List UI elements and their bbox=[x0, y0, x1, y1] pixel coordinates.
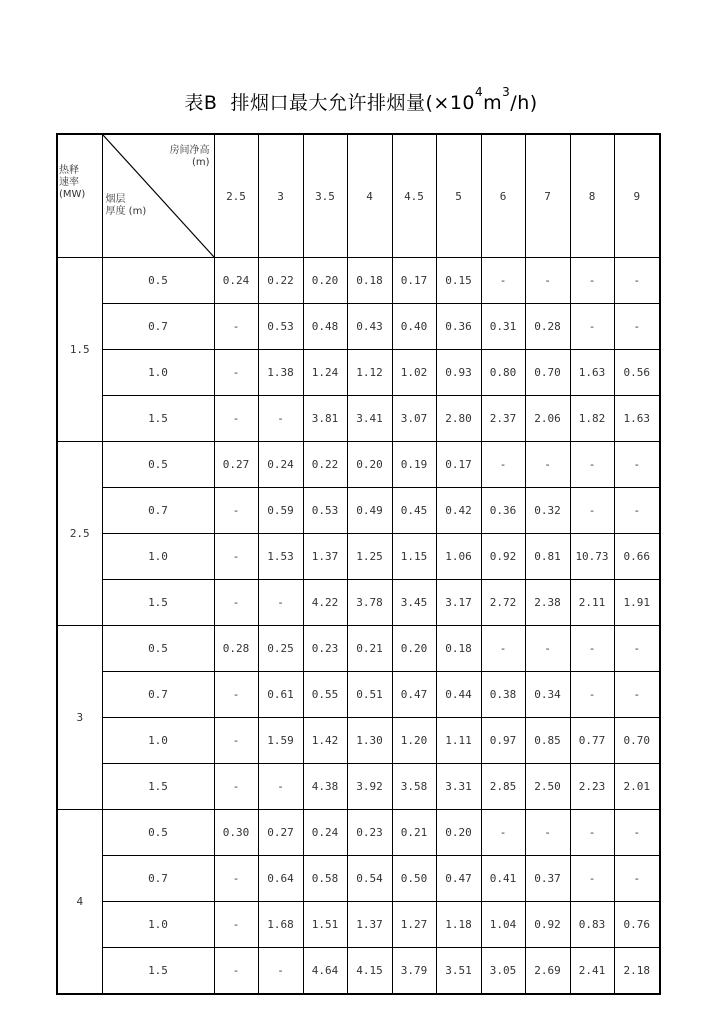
exhaust-value-cell: 2.06 bbox=[525, 396, 570, 442]
smoke-layer-thickness-cell: 1.5 bbox=[102, 764, 214, 810]
table-row bbox=[57, 856, 660, 902]
exhaust-value-cell: 0.92 bbox=[525, 902, 570, 948]
exhaust-value-cell: 0.27 bbox=[258, 810, 303, 856]
exhaust-value-cell: 0.36 bbox=[481, 488, 525, 534]
exhaust-value-cell: 1.82 bbox=[570, 396, 614, 442]
table-row bbox=[57, 488, 660, 534]
exhaust-value-cell: - bbox=[214, 902, 258, 948]
exhaust-value-cell: - bbox=[614, 856, 660, 902]
exhaust-value-cell: - bbox=[570, 626, 614, 672]
smoke-layer-thickness-cell: 1.5 bbox=[102, 948, 214, 995]
diag-top-line-1: 房间净高 bbox=[169, 145, 210, 156]
exhaust-value-cell: 3.81 bbox=[303, 396, 347, 442]
smoke-layer-thickness-cell: 0.7 bbox=[102, 856, 214, 902]
exhaust-value-cell: - bbox=[258, 580, 303, 626]
exhaust-value-cell: - bbox=[614, 810, 660, 856]
exhaust-value-cell: 2.11 bbox=[570, 580, 614, 626]
exhaust-value-cell: 3.45 bbox=[392, 580, 436, 626]
exhaust-value-cell: 0.53 bbox=[258, 304, 303, 350]
exhaust-value-cell: 0.30 bbox=[214, 810, 258, 856]
exhaust-value-cell: 1.91 bbox=[614, 580, 660, 626]
room-height-label bbox=[170, 145, 210, 169]
exhaust-value-cell: 0.48 bbox=[303, 304, 347, 350]
exhaust-value-cell: 0.17 bbox=[436, 442, 481, 488]
exhaust-value-cell: 0.50 bbox=[392, 856, 436, 902]
exhaust-value-cell: - bbox=[258, 948, 303, 995]
exhaust-value-cell: 0.18 bbox=[436, 626, 481, 672]
room-height-header: 3 bbox=[258, 134, 303, 258]
exhaust-value-cell: 1.18 bbox=[436, 902, 481, 948]
room-height-header: 4.5 bbox=[392, 134, 436, 258]
exhaust-value-cell: 4.22 bbox=[303, 580, 347, 626]
exhaust-value-cell: 4.15 bbox=[347, 948, 392, 995]
exhaust-value-cell: 3.79 bbox=[392, 948, 436, 995]
exhaust-value-cell: - bbox=[614, 626, 660, 672]
exhaust-value-cell: - bbox=[214, 718, 258, 764]
exhaust-value-cell: 0.17 bbox=[392, 258, 436, 304]
diagonal-header-cell bbox=[102, 134, 214, 258]
exhaust-value-cell: 0.53 bbox=[303, 488, 347, 534]
exhaust-value-cell: 0.23 bbox=[347, 810, 392, 856]
exhaust-value-cell: 0.58 bbox=[303, 856, 347, 902]
exhaust-value-cell: 2.50 bbox=[525, 764, 570, 810]
exhaust-value-cell: 0.51 bbox=[347, 672, 392, 718]
exhaust-value-cell: - bbox=[214, 304, 258, 350]
exhaust-value-cell: 0.27 bbox=[214, 442, 258, 488]
title-exponent-3: 3 bbox=[502, 85, 511, 99]
heat-release-rate-cell: 4 bbox=[57, 810, 102, 995]
exhaust-value-cell: - bbox=[214, 764, 258, 810]
exhaust-value-cell: - bbox=[481, 810, 525, 856]
exhaust-value-cell: 3.05 bbox=[481, 948, 525, 995]
exhaust-value-cell: 0.19 bbox=[392, 442, 436, 488]
exhaust-value-cell: 0.81 bbox=[525, 534, 570, 580]
exhaust-value-cell: - bbox=[614, 488, 660, 534]
exhaust-value-cell: 1.24 bbox=[303, 350, 347, 396]
exhaust-value-cell: - bbox=[525, 626, 570, 672]
exhaust-value-cell: - bbox=[570, 258, 614, 304]
title-suffix: /h) bbox=[510, 92, 538, 114]
exhaust-value-cell: 1.51 bbox=[303, 902, 347, 948]
smoke-layer-thickness-cell: 0.5 bbox=[102, 810, 214, 856]
exhaust-value-cell: 0.80 bbox=[481, 350, 525, 396]
exhaust-value-cell: 3.31 bbox=[436, 764, 481, 810]
exhaust-value-cell: - bbox=[525, 810, 570, 856]
smoke-layer-thickness-cell: 1.5 bbox=[102, 396, 214, 442]
exhaust-value-cell: - bbox=[214, 672, 258, 718]
room-height-header: 6 bbox=[481, 134, 525, 258]
exhaust-value-cell: 0.41 bbox=[481, 856, 525, 902]
table-row bbox=[57, 718, 660, 764]
smoke-layer-thickness-cell: 0.5 bbox=[102, 258, 214, 304]
table-row bbox=[57, 902, 660, 948]
room-height-header: 5 bbox=[436, 134, 481, 258]
heat-release-rate-cell: 1.5 bbox=[57, 258, 102, 442]
exhaust-value-cell: 2.38 bbox=[525, 580, 570, 626]
exhaust-value-cell: 1.25 bbox=[347, 534, 392, 580]
room-height-header: 9 bbox=[614, 134, 660, 258]
exhaust-value-cell: 0.47 bbox=[436, 856, 481, 902]
exhaust-value-cell: 0.28 bbox=[214, 626, 258, 672]
exhaust-value-cell: - bbox=[614, 672, 660, 718]
exhaust-value-cell: 3.78 bbox=[347, 580, 392, 626]
exhaust-value-cell: - bbox=[214, 534, 258, 580]
exhaust-value-cell: - bbox=[214, 948, 258, 995]
exhaust-value-cell: 0.56 bbox=[614, 350, 660, 396]
exhaust-value-cell: 1.53 bbox=[258, 534, 303, 580]
exhaust-value-cell: - bbox=[481, 442, 525, 488]
exhaust-value-cell: 0.37 bbox=[525, 856, 570, 902]
table-row bbox=[57, 442, 660, 488]
exhaust-value-cell: 0.70 bbox=[525, 350, 570, 396]
exhaust-value-cell: 0.24 bbox=[303, 810, 347, 856]
exhaust-value-cell: 0.45 bbox=[392, 488, 436, 534]
exhaust-value-cell: - bbox=[570, 856, 614, 902]
exhaust-value-cell: 0.40 bbox=[392, 304, 436, 350]
exhaust-value-cell: 1.04 bbox=[481, 902, 525, 948]
heat-release-rate-cell: 2.5 bbox=[57, 442, 102, 626]
exhaust-value-cell: 0.38 bbox=[481, 672, 525, 718]
exhaust-value-cell: 0.20 bbox=[347, 442, 392, 488]
exhaust-value-cell: 0.66 bbox=[614, 534, 660, 580]
smoke-layer-thickness-cell: 0.7 bbox=[102, 304, 214, 350]
exhaust-value-cell: 0.31 bbox=[481, 304, 525, 350]
heat-release-rate-header bbox=[57, 134, 102, 258]
exhaust-value-cell: 0.49 bbox=[347, 488, 392, 534]
exhaust-value-cell: 1.02 bbox=[392, 350, 436, 396]
exhaust-value-cell: 3.17 bbox=[436, 580, 481, 626]
exhaust-value-cell: 2.69 bbox=[525, 948, 570, 995]
exhaust-value-cell: - bbox=[214, 350, 258, 396]
table-row bbox=[57, 580, 660, 626]
exhaust-value-cell: 0.59 bbox=[258, 488, 303, 534]
table-row bbox=[57, 764, 660, 810]
exhaust-value-cell: 0.83 bbox=[570, 902, 614, 948]
table-row bbox=[57, 304, 660, 350]
smoke-layer-thickness-label bbox=[106, 194, 147, 218]
exhaust-value-cell: - bbox=[481, 626, 525, 672]
exhaust-value-cell: - bbox=[525, 258, 570, 304]
exhaust-value-cell: 0.32 bbox=[525, 488, 570, 534]
table-row bbox=[57, 396, 660, 442]
title-exponent-4: 4 bbox=[475, 85, 484, 99]
exhaust-value-cell: 2.37 bbox=[481, 396, 525, 442]
exhaust-value-cell: 0.42 bbox=[436, 488, 481, 534]
diag-top-line-2: (m) bbox=[191, 157, 210, 168]
exhaust-value-cell: 1.38 bbox=[258, 350, 303, 396]
exhaust-value-cell: 1.15 bbox=[392, 534, 436, 580]
exhaust-value-cell: 1.59 bbox=[258, 718, 303, 764]
exhaust-value-cell: 1.37 bbox=[347, 902, 392, 948]
exhaust-value-cell: - bbox=[614, 258, 660, 304]
smoke-layer-thickness-cell: 1.0 bbox=[102, 718, 214, 764]
diag-bottom-line-1: 烟层 bbox=[105, 194, 126, 205]
exhaust-value-cell: - bbox=[570, 488, 614, 534]
exhaust-value-cell: 0.15 bbox=[436, 258, 481, 304]
exhaust-value-cell: 0.28 bbox=[525, 304, 570, 350]
table-row bbox=[57, 258, 660, 304]
table-row bbox=[57, 626, 660, 672]
exhaust-value-cell: 0.24 bbox=[214, 258, 258, 304]
title-main: 排烟口最大允许排烟量(×10 bbox=[230, 92, 475, 114]
exhaust-value-cell: 3.92 bbox=[347, 764, 392, 810]
exhaust-value-cell: 0.55 bbox=[303, 672, 347, 718]
exhaust-value-cell: 0.20 bbox=[303, 258, 347, 304]
exhaust-value-cell: 1.63 bbox=[570, 350, 614, 396]
exhaust-value-cell: 0.34 bbox=[525, 672, 570, 718]
exhaust-value-cell: 0.61 bbox=[258, 672, 303, 718]
exhaust-value-cell: 0.24 bbox=[258, 442, 303, 488]
page-title bbox=[0, 85, 722, 115]
header-row bbox=[57, 134, 660, 258]
exhaust-value-cell: 0.20 bbox=[436, 810, 481, 856]
corner-left-line-1: 热释 bbox=[59, 165, 79, 176]
exhaust-value-cell: - bbox=[214, 580, 258, 626]
exhaust-value-cell: 0.97 bbox=[481, 718, 525, 764]
exhaust-value-cell: 1.27 bbox=[392, 902, 436, 948]
exhaust-value-cell: 2.41 bbox=[570, 948, 614, 995]
room-height-header: 4 bbox=[347, 134, 392, 258]
exhaust-value-cell: 1.06 bbox=[436, 534, 481, 580]
heat-release-rate-cell: 3 bbox=[57, 626, 102, 810]
room-height-header: 3.5 bbox=[303, 134, 347, 258]
exhaust-value-cell: 3.07 bbox=[392, 396, 436, 442]
exhaust-value-cell: 1.37 bbox=[303, 534, 347, 580]
exhaust-value-cell: - bbox=[258, 764, 303, 810]
exhaust-value-cell: 2.80 bbox=[436, 396, 481, 442]
smoke-layer-thickness-cell: 1.5 bbox=[102, 580, 214, 626]
exhaust-value-cell: 1.63 bbox=[614, 396, 660, 442]
smoke-layer-thickness-cell: 1.0 bbox=[102, 902, 214, 948]
exhaust-value-cell: - bbox=[614, 442, 660, 488]
corner-left-line-3: (MW) bbox=[59, 189, 86, 200]
exhaust-value-cell: 3.41 bbox=[347, 396, 392, 442]
exhaust-value-cell: 2.72 bbox=[481, 580, 525, 626]
table-row bbox=[57, 350, 660, 396]
smoke-layer-thickness-cell: 0.5 bbox=[102, 626, 214, 672]
exhaust-value-cell: - bbox=[614, 304, 660, 350]
exhaust-value-cell: 3.58 bbox=[392, 764, 436, 810]
exhaust-value-cell: - bbox=[214, 488, 258, 534]
exhaust-value-cell: 0.47 bbox=[392, 672, 436, 718]
exhaust-value-cell: 0.20 bbox=[392, 626, 436, 672]
exhaust-value-cell: 0.70 bbox=[614, 718, 660, 764]
exhaust-value-cell: 0.93 bbox=[436, 350, 481, 396]
exhaust-value-cell: 0.85 bbox=[525, 718, 570, 764]
table-row bbox=[57, 810, 660, 856]
exhaust-value-cell: - bbox=[570, 672, 614, 718]
smoke-layer-thickness-cell: 0.7 bbox=[102, 488, 214, 534]
exhaust-value-cell: - bbox=[214, 856, 258, 902]
exhaust-value-cell: 0.77 bbox=[570, 718, 614, 764]
exhaust-value-cell: - bbox=[525, 442, 570, 488]
table-row bbox=[57, 534, 660, 580]
exhaust-value-cell: 0.54 bbox=[347, 856, 392, 902]
room-height-header: 8 bbox=[570, 134, 614, 258]
room-height-header: 2.5 bbox=[214, 134, 258, 258]
exhaust-value-cell: 2.18 bbox=[614, 948, 660, 995]
title-unit-m: m bbox=[483, 92, 503, 114]
exhaust-value-cell: - bbox=[570, 442, 614, 488]
exhaust-value-cell: 0.36 bbox=[436, 304, 481, 350]
exhaust-value-cell: 1.11 bbox=[436, 718, 481, 764]
room-height-header: 7 bbox=[525, 134, 570, 258]
exhaust-value-cell: - bbox=[214, 396, 258, 442]
exhaust-value-cell: - bbox=[258, 396, 303, 442]
diag-bottom-line-2: 厚度 (m) bbox=[105, 206, 147, 217]
exhaust-value-cell: 0.23 bbox=[303, 626, 347, 672]
exhaust-value-cell: - bbox=[481, 258, 525, 304]
exhaust-value-cell: 0.21 bbox=[347, 626, 392, 672]
smoke-layer-thickness-cell: 0.5 bbox=[102, 442, 214, 488]
exhaust-value-cell: 2.85 bbox=[481, 764, 525, 810]
exhaust-value-cell: 0.76 bbox=[614, 902, 660, 948]
corner-left-line-2: 速率 bbox=[59, 177, 79, 188]
exhaust-value-cell: 2.23 bbox=[570, 764, 614, 810]
exhaust-value-cell: 3.51 bbox=[436, 948, 481, 995]
exhaust-value-cell: 0.21 bbox=[392, 810, 436, 856]
exhaust-value-cell: 0.25 bbox=[258, 626, 303, 672]
exhaust-value-cell: 1.42 bbox=[303, 718, 347, 764]
exhaust-value-cell: 4.64 bbox=[303, 948, 347, 995]
exhaust-value-cell: 10.73 bbox=[570, 534, 614, 580]
smoke-layer-thickness-cell: 1.0 bbox=[102, 350, 214, 396]
exhaust-value-cell: 1.30 bbox=[347, 718, 392, 764]
exhaust-value-cell: - bbox=[570, 304, 614, 350]
smoke-layer-thickness-cell: 1.0 bbox=[102, 534, 214, 580]
exhaust-value-cell: 0.43 bbox=[347, 304, 392, 350]
exhaust-value-cell: 2.01 bbox=[614, 764, 660, 810]
exhaust-value-cell: 0.64 bbox=[258, 856, 303, 902]
exhaust-value-cell: 4.38 bbox=[303, 764, 347, 810]
exhaust-value-cell: - bbox=[570, 810, 614, 856]
exhaust-value-cell: 1.12 bbox=[347, 350, 392, 396]
smoke-exhaust-table bbox=[56, 133, 661, 995]
exhaust-value-cell: 0.22 bbox=[258, 258, 303, 304]
title-prefix: 表B bbox=[184, 92, 218, 114]
exhaust-value-cell: 1.20 bbox=[392, 718, 436, 764]
exhaust-value-cell: 0.22 bbox=[303, 442, 347, 488]
table-row bbox=[57, 948, 660, 995]
table-row bbox=[57, 672, 660, 718]
exhaust-value-cell: 1.68 bbox=[258, 902, 303, 948]
exhaust-value-cell: 0.18 bbox=[347, 258, 392, 304]
exhaust-value-cell: 0.92 bbox=[481, 534, 525, 580]
smoke-layer-thickness-cell: 0.7 bbox=[102, 672, 214, 718]
exhaust-value-cell: 0.44 bbox=[436, 672, 481, 718]
